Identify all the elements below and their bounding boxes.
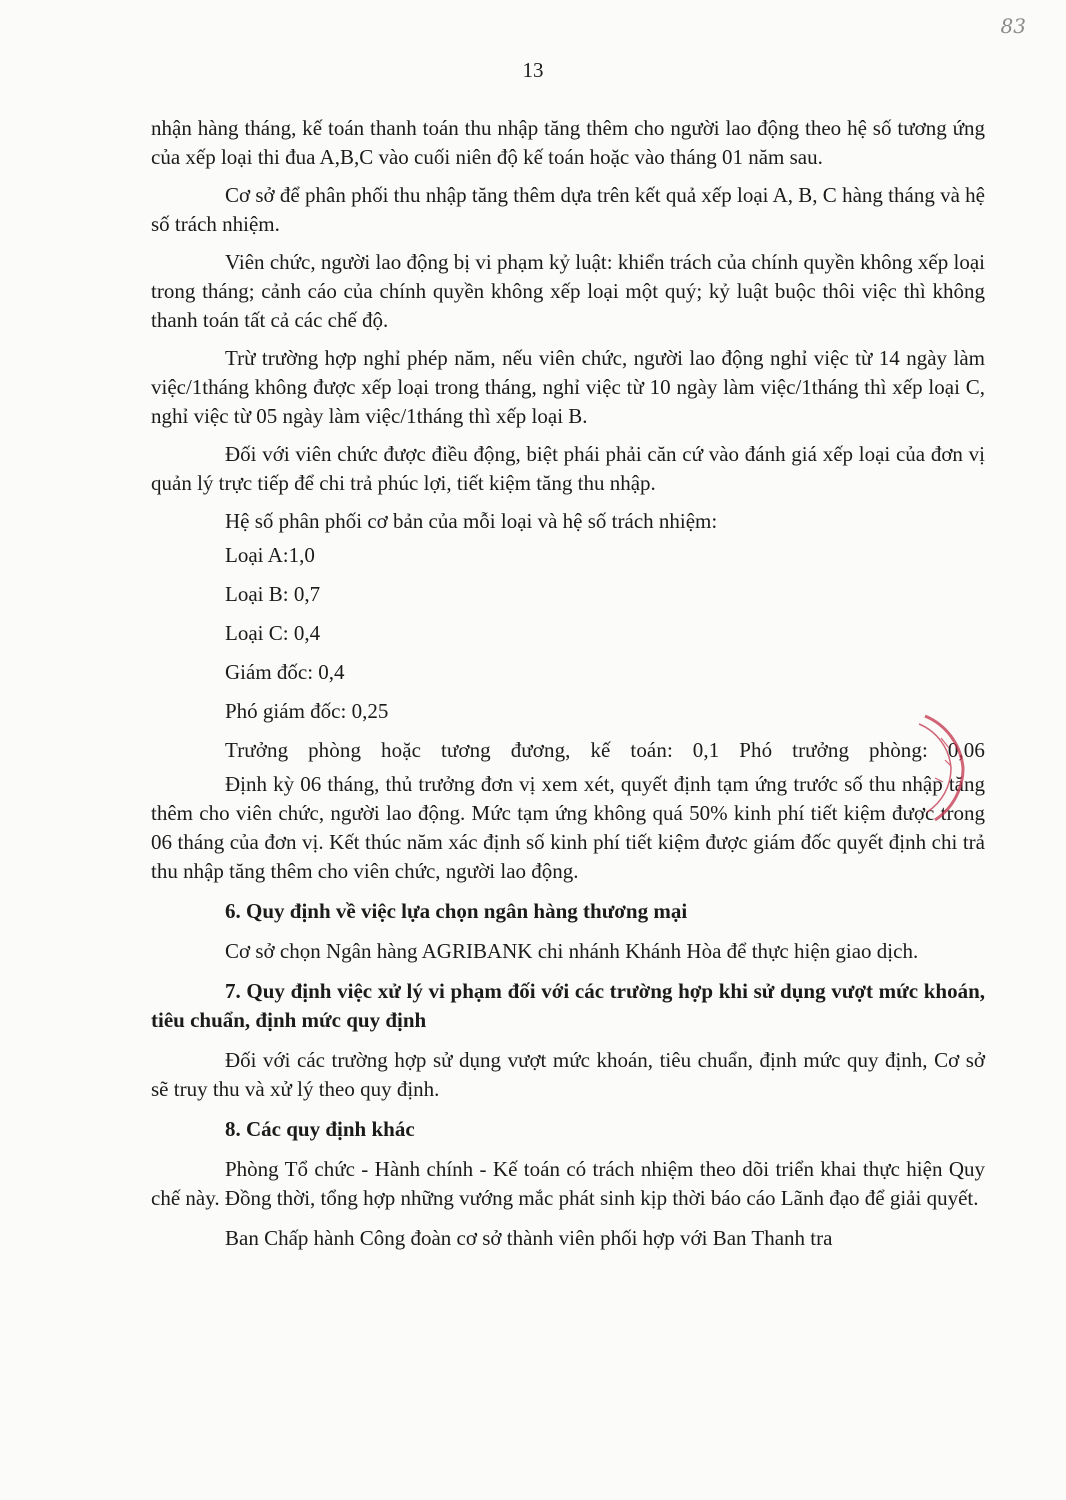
paragraph-continuation: nhận hàng tháng, kế toán thanh toán thu nhập tăng thêm cho người lao động theo hệ số tương ứng của xếp loại thi đua A,B,C vào cuối niên độ kế toán hoặc vào tháng 01 năm sau. [151,116,985,169]
paragraph-secondment: Đối với viên chức được điều động, biệt phái phải căn cứ vào đánh giá xếp loại của đơn vị quản lý trực tiếp để chi trả phúc lợi, tiết kiệm tăng thu nhập. [151,442,985,495]
paragraph-advance: Định kỳ 06 tháng, thủ trưởng đơn vị xem xét, quyết định tạm ứng trước số thu nhập tăng thêm cho viên chức, người lao động. Mức tạm ứng không quá 50% kinh phí tiết kiệm được trong 06 tháng của đơn vị. Kết thúc năm xác định số kinh phí tiết kiệm được giám đốc quyết định chi trả thu nhập tăng thêm cho viên chức, người lao động. [151,772,985,883]
section-8-body-continued: Ban Chấp hành Công đoàn cơ sở thành viên phối hợp với Ban Thanh tra [225,1226,833,1250]
handwritten-page-note: 83 [1000,14,1026,38]
section-7-body: Đối với các trường hợp sử dụng vượt mức khoán, tiêu chuẩn, định mức quy định, Cơ sở sẽ truy thu và xử lý theo quy định. [151,1048,985,1101]
paragraph-leave: Trừ trường hợp nghỉ phép năm, nếu viên chức, người lao động nghỉ việc từ 14 ngày làm việc/1tháng không được xếp loại trong tháng, nghỉ việc từ 10 ngày làm việc/1tháng thì xếp loại C, nghỉ việc từ 05 ngày làm việc/1tháng thì xếp loại B. [151,346,985,428]
paragraph-distribution-basis: Cơ sở để phân phối thu nhập tăng thêm dựa trên kết quả xếp loại A, B, C hàng tháng và hệ số trách nhiệm. [151,183,985,236]
list-item: Loại B: 0,7 [225,582,321,606]
coefficient-list [225,536,985,770]
paragraph-discipline: Viên chức, người lao động bị vi phạm kỷ luật: khiển trách của chính quyền không xếp loại trong tháng; cảnh cáo của chính quyền không xếp loại một quý; kỷ luật buộc thôi việc thì không thanh toán tất cả các chế độ. [151,250,985,332]
coefficient-intro: Hệ số phân phối cơ bản của mỗi loại và hệ số trách nhiệm: [225,509,718,533]
section-8-title: 8. Các quy định khác [225,1117,415,1141]
section-6-body: Cơ sở chọn Ngân hàng AGRIBANK chi nhánh Khánh Hòa để thực hiện giao dịch. [225,939,919,963]
section-8-body: Phòng Tổ chức - Hành chính - Kế toán có trách nhiệm theo dõi triển khai thực hiện Quy chế này. Đồng thời, tổng hợp những vướng mắc phát sinh kịp thời báo cáo Lãnh đạo để giải quyết. [151,1157,985,1210]
list-item: Loại A:1,0 [225,543,315,567]
section-6-title: 6. Quy định về việc lựa chọn ngân hàng thương mại [225,899,688,923]
list-item: Phó giám đốc: 0,25 [225,699,389,723]
section-7-title: 7. Quy định việc xử lý vi phạm đối với các trường hợp khi sử dụng vượt mức khoán, tiêu chuẩn, định mức quy định [151,979,985,1032]
red-seal-stamp [905,708,985,828]
page-number: 13 [522,58,544,82]
seal-arc-icon [905,708,985,828]
list-item: Giám đốc: 0,4 [225,660,345,684]
document-body [151,114,985,1253]
list-item: Trưởng phòng hoặc tương đương, kế toán: 0,1 Phó trưởng phòng: 0,06 [225,738,985,762]
list-item: Loại C: 0,4 [225,621,321,645]
